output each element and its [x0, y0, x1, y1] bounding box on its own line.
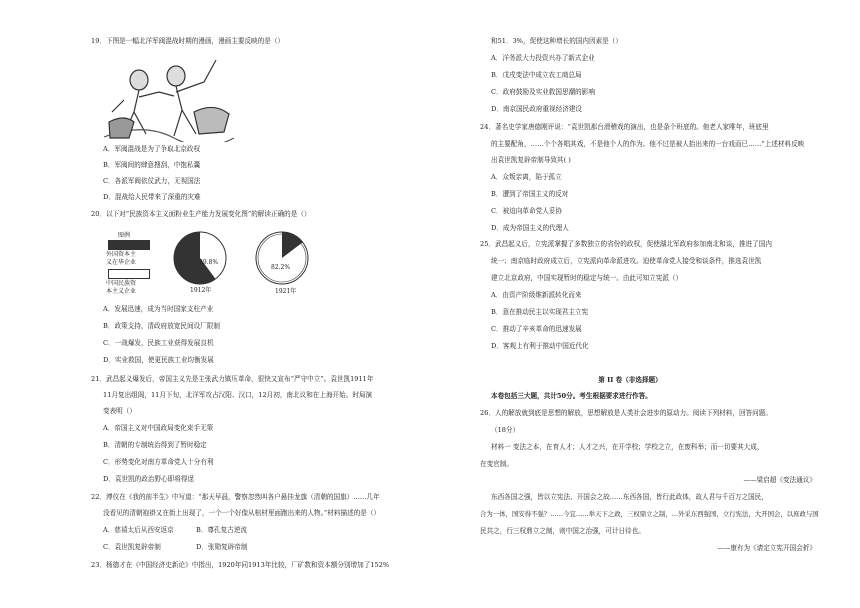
- q22-line2: 没看见的清朝袍褂又在街上出现了，一个一个好像从棺材里面跑出来的人物。”材料描述的是（）: [103, 509, 381, 517]
- q22-option-c: C．袁世凯复辟帝制: [103, 543, 161, 551]
- q24-option-d: D．成为帝国主义的代理人: [491, 224, 569, 232]
- q24-option-c: C．被迫向革命党人妥协: [491, 207, 562, 215]
- q19-stem: 19．下图是一幅北洋军阀混战时期的漫画，漫画主要反映的是（）: [91, 37, 285, 45]
- legend-foreign-swatch: [108, 240, 150, 250]
- legend-title: 图例: [118, 232, 131, 239]
- q19-option-b: B．军阀间的肆意搜刮，中饱私囊: [103, 161, 201, 169]
- q26-line1: 26．人的解放就到底是思想的解放，思想解放是人类社会进步的原动力。阅读下列材料，回答问题。: [480, 409, 772, 417]
- q25-option-b: B．意在推动民主以实现君主立宪: [491, 308, 589, 316]
- q21-line2: 11月复出组阁，11月下旬，北洋军攻占汉阳、汉口，12月初，南北议和在上海开始。时局演: [103, 391, 373, 399]
- legend-national-line2: 本主义企业: [106, 288, 137, 295]
- q26-material1-source: ——梁启超《变法通议》: [743, 476, 816, 484]
- q23-option-b: B．戊戌变法中成立农工商总局: [491, 71, 582, 79]
- pie-1921-year: 1921年: [275, 288, 297, 295]
- q23-line2: 和51．3%，促使这种增长的国内因素是（）: [491, 37, 622, 45]
- q24-line2: 的主要配角，……个个各唱其戏，不是他个人的作为。他不过是被人抬出来的一台戏而已……”上述材料反映: [491, 140, 805, 148]
- q26-material2-line1: 东西各国之强，皆以立宪法、开国会之故……东西各国，皆行此政体，故人君与千百万之国民，: [491, 493, 768, 501]
- q23-option-c: C．政府鼓励及实业救国思潮的影响: [491, 88, 595, 96]
- q25-option-c: C．推动了辛亥革命的迅速发展: [491, 325, 582, 333]
- q21-option-c: C．形势变化对南方革命党人十分有利: [103, 458, 214, 466]
- q24-option-a: A．众叛亲离，陷于孤立: [491, 173, 562, 181]
- warlord-cartoon-image: [104, 52, 234, 142]
- legend-foreign-line2: 义在华企业: [106, 259, 137, 266]
- q20-option-a: A．发展迅速，成为当时国家支柱产业: [103, 305, 214, 313]
- pie-1912-year: 1912年: [190, 287, 212, 294]
- q24-option-b: B．遭到了帝国主义的反对: [491, 190, 569, 198]
- q26-material2-line3: 民共之，行三权鼎立之制，则中国之治强，可计日待也。: [480, 527, 645, 535]
- q23-option-d: D．南京国民政府重视经济建设: [491, 105, 583, 113]
- legend-national-line1: 中国民族资: [106, 280, 137, 287]
- q20-option-d: D．实业救国，使更民族工业均衡发展: [103, 356, 214, 364]
- section-note: 本卷包括三大题，共计50分。考生根据要求进行作答。: [491, 392, 652, 400]
- q25-option-d: D．客观上有利于推动中国近代化: [491, 342, 589, 350]
- section-title: 第 II 卷（非选择题）: [598, 376, 662, 384]
- q26-material2-source: ——康有为《请定立宪开国会折》: [717, 544, 816, 552]
- q20-option-b: B．政策支持，清政府放宽民间设厂限制: [103, 322, 220, 330]
- legend-national-swatch: [108, 269, 150, 279]
- pie-1921-label: 82.2%: [271, 264, 291, 271]
- q21-option-d: D．袁世凯的政治野心即将得逞: [103, 475, 195, 483]
- q19-option-a: A．军阀混战是为了争取北京政权: [103, 145, 201, 153]
- q23-option-a: A．洋务派大力投资兴办了新式企业: [491, 54, 595, 62]
- legend-foreign-line1: 外国资本主: [106, 251, 137, 258]
- q20-stem: 20．以下对“民族资本主义面粉业生产能力发展变化图”的解读正确的是（）: [91, 210, 311, 218]
- q22-option-d: D．张勋复辟帝制: [196, 543, 248, 551]
- q19-option-c: C．各派军阀依仗武力，无视国法: [103, 177, 201, 185]
- q21-line1: 21．武昌起义爆发后，帝国主义先是主张武力镇压革命，很快又宣布“严守中立”。袁世凯1911年: [91, 375, 374, 383]
- q22-option-a: A．慈禧太后从西安返京: [103, 526, 174, 534]
- q23-line1: 23．杨德才在《中国经济史新论》中指出，1920年同1913年比较，厂矿数和资本额分别增加了152%: [91, 561, 390, 569]
- q25-line1: 25．武昌起义后，立宪派掌握了多数独立的省份的政权，促使湖北军政府参加南北和谈，推进了国内: [480, 240, 772, 248]
- q25-option-a: A．由资产阶级维新派转化而来: [491, 291, 582, 299]
- q22-option-b: B．尊孔复古逆流: [196, 526, 248, 534]
- q26-material1-line1: 材料一 变法之本，在育人才；人才之兴，在开学校；学校之立，在废科举；而一切要其大成，: [491, 443, 764, 451]
- q24-line3: 出袁世凯复辟帝制导致其( ): [491, 156, 571, 164]
- q26-material2-line2: 合为一体，国安得不强？……今宜……举天下之政，三权鼎立之制，…外采东西强国，立行宪法，大开国会，以庶政与国: [480, 510, 819, 518]
- pie-1921: [254, 230, 310, 286]
- pie-1912: [172, 230, 228, 286]
- q22-line1: 22．溥仪在《我的前半生》中写道：“那天早晨，警察忽然叫各户悬挂龙旗（清朝的国旗）……几年: [91, 493, 380, 501]
- q26-material1-line2: 在变官制。: [480, 460, 513, 468]
- q19-option-d: D．混战给人民带来了深重的灾难: [103, 193, 201, 201]
- q25-line2: 统一；南京临时政府成立后，立宪派向革命派进攻。迫使革命党人接受和谈条件，推选袁世凯: [491, 257, 762, 265]
- q25-line3: 建立北京政府，中国实现暂时的稳定与统一。由此可知立宪派（）: [491, 274, 683, 282]
- q20-option-c: C．一战爆发，民族工业获得发展良机: [103, 339, 214, 347]
- q21-line3: 变表明（）: [103, 407, 136, 415]
- q24-line1: 24．著名史学家唐德刚评说：“袁世凯那台滑稽戏的演出，也是条个班底的。他老人家唯年，班底里: [480, 123, 769, 131]
- pie-1912-label: 39.8%: [199, 259, 219, 266]
- q21-option-a: A．帝国主义对中国政局变化束手无策: [103, 424, 214, 432]
- q21-option-b: B．清朝的专制统治得到了暂时稳定: [103, 441, 207, 449]
- q26-line2: （18分）: [491, 426, 520, 434]
